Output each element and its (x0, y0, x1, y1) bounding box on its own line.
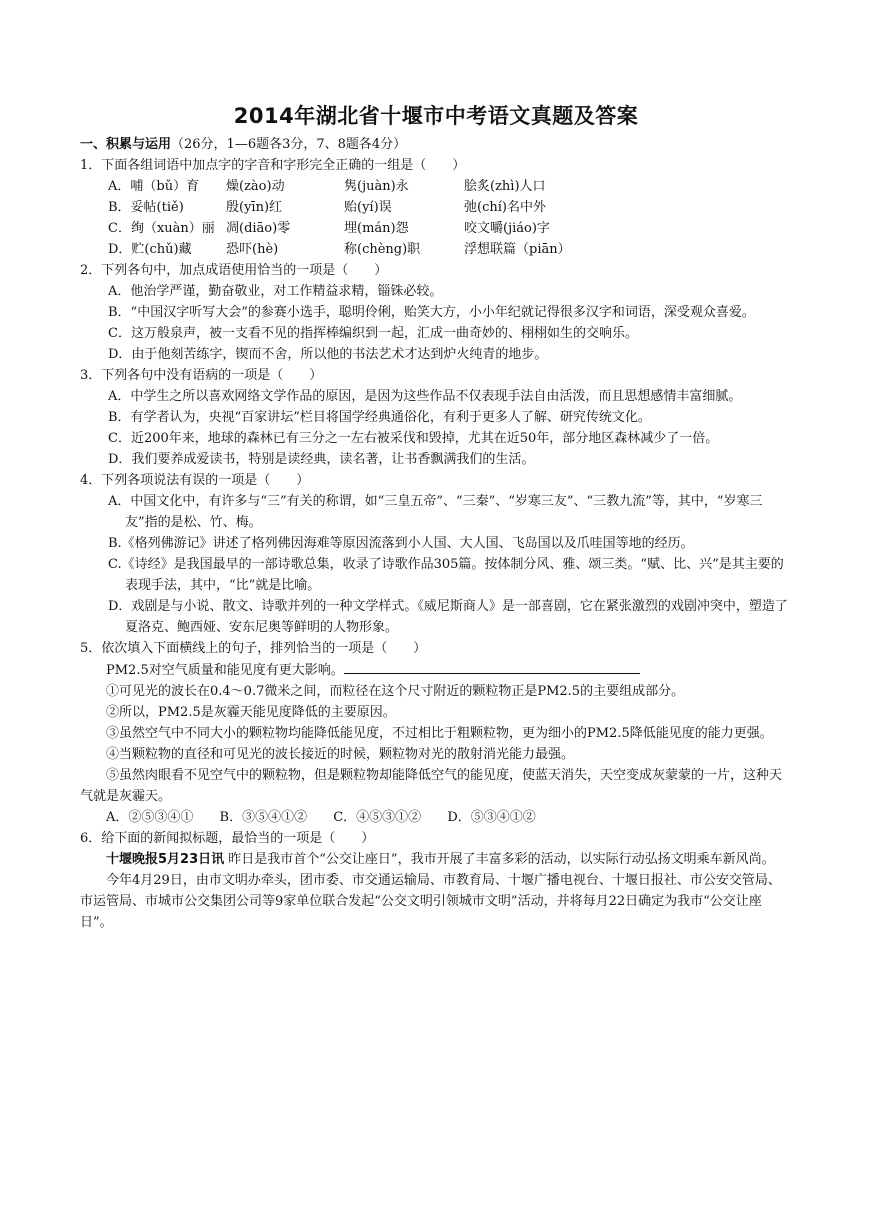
option-c: C．这万般泉声，被一支看不见的指挥棒编织到一起，汇成一曲奇妙的、栩栩如生的交响乐。 (108, 326, 638, 341)
option-d: D．由于他刻苦练字，锲而不舍，所以他的书法艺术才达到炉火纯青的地步。 (108, 347, 548, 362)
sentence-4: ④当颗粒物的直径和可见光的波长接近的时候，颗粒物对光的散射消光能力最强。 (106, 747, 575, 762)
lead-sentence-line (106, 659, 792, 681)
sentence-2: ②所以，PM2.5是灰霾天能见度降低的主要原因。 (106, 705, 396, 720)
option-d-word-3: 称(chèng)职 (344, 242, 421, 257)
question-6 (80, 828, 792, 933)
choice-c: C．④⑤③①② (333, 810, 422, 825)
choices-row (106, 807, 792, 828)
question-stem: 1．下面各组词语中加点字的字音和字形完全正确的一组是（ ） (80, 158, 466, 173)
option-b-word-2: 殷(yīn)红 (226, 200, 283, 215)
question-stem: 3．下列各句中没有语病的一项是（ ） (80, 368, 323, 383)
option-b-word-4: 弛(chí)名中外 (464, 200, 546, 215)
option-a-word-1: A．哺（bǔ）育 (108, 179, 200, 194)
option-a-word-3: 隽(juàn)永 (344, 179, 409, 194)
question-4 (80, 470, 792, 638)
section-note: （26分，1—6题各3分，7、8题各4分） (171, 137, 407, 152)
option-b: B．“中国汉字听写大会”的参赛小选手，聪明伶俐，贻笑大方，小小年纪就记得很多汉字和词语，深受观众喜爱。 (108, 305, 755, 320)
question-stem: 6．给下面的新闻拟标题，最恰当的一项是（ ） (80, 831, 375, 846)
answer-blank[interactable] (344, 659, 640, 674)
sentence-1: ①可见光的波长在0.4～0.7微米之间，而粒径在这个尺寸附近的颗粒物正是PM2.5的主要组成部分。 (106, 684, 685, 699)
option-d-word-4: 浮想联篇（piān） (464, 242, 571, 257)
exam-document (80, 100, 792, 933)
option-c-word-4: 咬文嚼(jiáo)字 (464, 221, 550, 236)
option-a-word-4: 脍炙(zhì)人口 (464, 179, 546, 194)
choice-d: D．⑤③④①② (447, 810, 536, 825)
news-dateline: 十堰晚报5月23日讯 (106, 852, 225, 867)
option-b: B.《格列佛游记》讲述了格列佛因海难等原因流落到小人国、大人国、飞岛国以及爪哇国等地的经历。 (108, 536, 694, 551)
news-paragraph-1 (80, 849, 792, 870)
question-3 (80, 365, 792, 470)
section-heading (80, 134, 792, 155)
lead-sentence: PM2.5对空气质量和能见度有更大影响。 (106, 663, 344, 678)
sentence-5: ⑤虽然肉眼看不见空气中的颗粒物，但是颗粒物却能降低空气的能见度，使蓝天消失，天空变成灰蒙蒙的一片，这种天气就是灰霾天。 (80, 768, 783, 804)
option-b-word-1: B．妥帖(tiě) (108, 200, 184, 215)
option-d: D．戏剧是与小说、散文、诗歌并列的一种文学样式。《威尼斯商人》是一部喜剧，它在紧张激烈的戏剧冲突中，塑造了夏洛克、鲍西娅、安东尼奥等鲜明的人物形象。 (108, 599, 788, 635)
question-stem: 2．下列各句中，加点成语使用恰当的一项是（ ） (80, 263, 388, 278)
news-text-1: 昨日是我市首个“公交让座日”，我市开展了丰富多彩的活动，以实际行动弘扬文明乘车新风尚。 (228, 852, 775, 867)
option-b: B．有学者认为，央视“百家讲坛”栏目将国学经典通俗化，有利于更多人了解、研究传统文化。 (108, 410, 651, 425)
option-c-word-2: 凋(diāo)零 (226, 221, 291, 236)
option-d-word-2: 恐吓(hè) (226, 242, 279, 257)
news-paragraph-2: 今年4月29日，由市文明办牵头，团市委、市交通运输局、市教育局、十堰广播电视台、十堰日报社、市公安交管局、市运管局、市城市公交集团公司等9家单位联合发起“公交文明引领城市文明”活动，并将每月22日确定为我市“公交让座日”。 (80, 873, 781, 930)
option-d: D．我们要养成爱读书，特别是读经典，读名著，让书香飘满我们的生活。 (108, 452, 535, 467)
page-title: 2014年湖北省十堰市中考语文真题及答案 (233, 104, 639, 128)
option-d-word-1: D．贮(chǔ)藏 (108, 242, 192, 257)
option-c: C．近200年来，地球的森林已有三分之一左右被采伐和毁掉，尤其在近50年，部分地区森林减少了一倍。 (108, 431, 719, 446)
option-a-word-2: 燥(zào)动 (226, 179, 285, 194)
question-2 (80, 260, 792, 365)
choice-a: A．②⑤③④① (106, 810, 194, 825)
option-c-word-1: C．绚（xuàn）丽 (108, 221, 215, 236)
option-b-word-3: 贻(yí)误 (344, 200, 392, 215)
option-c-word-3: 埋(mán)怨 (344, 221, 409, 236)
question-5 (80, 638, 792, 828)
option-a: A．他治学严谨，勤奋敬业，对工作精益求精，锱铢必较。 (108, 284, 443, 299)
option-row-a (108, 176, 792, 197)
question-1 (80, 155, 792, 260)
section-label: 一、积累与运用 (80, 137, 172, 152)
option-a: A．中学生之所以喜欢网络文学作品的原因，是因为这些作品不仅表现手法自由活泼，而且思想感情丰富细腻。 (108, 389, 742, 404)
choice-b: B．③⑤④①② (219, 810, 308, 825)
option-row-c (108, 218, 792, 239)
option-row-d (108, 239, 792, 260)
sentence-3: ③虽然空气中不同大小的颗粒物均能降低能见度，不过相比于粗颗粒物，更为细小的PM2.5降低能见度的能力更强。 (106, 726, 773, 741)
option-row-b (108, 197, 792, 218)
option-a: A．中国文化中，有许多与“三”有关的称谓，如“三皇五帝”、“三秦”、“岁寒三友”、“三教九流”等，其中，“岁寒三友”指的是松、竹、梅。 (108, 494, 763, 530)
question-stem: 5．依次填入下面横线上的句子，排列恰当的一项是（ ） (80, 641, 427, 656)
option-c: C.《诗经》是我国最早的一部诗歌总集，收录了诗歌作品305篇。按体制分风、雅、颂三类。“赋、比、兴”是其主要的表现手法，其中，“比”就是比喻。 (108, 557, 784, 593)
question-stem: 4．下列各项说法有误的一项是（ ） (80, 473, 310, 488)
